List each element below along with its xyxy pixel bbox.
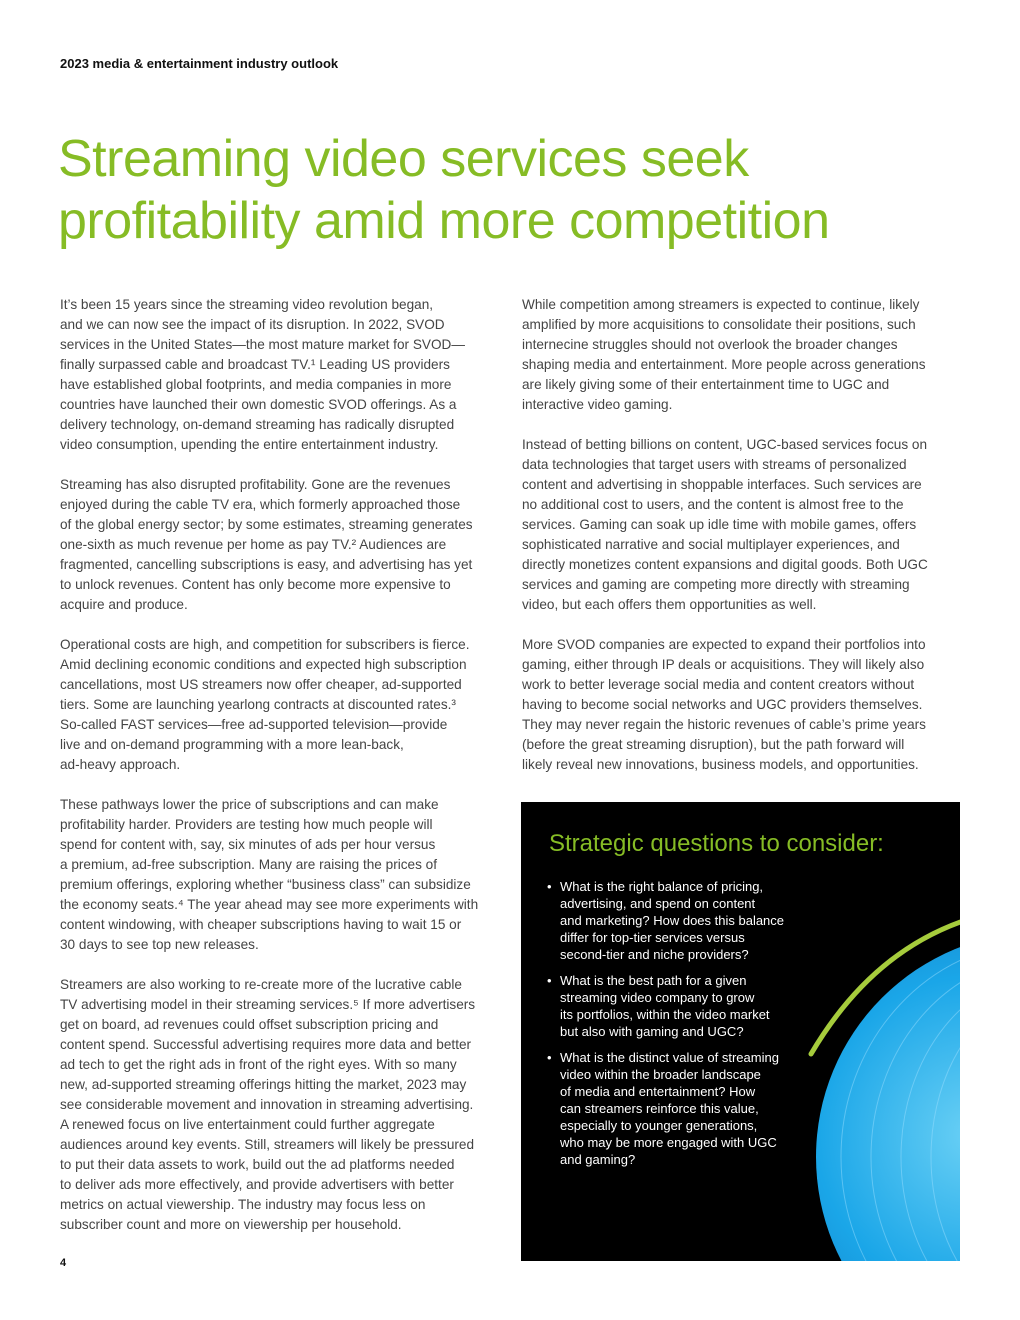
text-line: content windowing, with cheaper subscriptions having to wait 15 or	[60, 917, 462, 932]
text-line: a premium, ad-free subscription. Many are raising the prices of	[60, 857, 438, 872]
text-line: profitability harder. Providers are testing how much people will	[60, 817, 433, 832]
text-line: services. Gaming can soak up idle time with mobile games, offers	[522, 517, 917, 532]
text-line: live and on-demand programming with a more lean-back,	[60, 737, 404, 752]
text-line: differ for top-tier services versus	[560, 930, 745, 945]
text-line: services and gaming are competing more directly with streaming	[522, 577, 910, 592]
text-line: (before the great streaming disruption), but the path forward will	[522, 737, 905, 752]
text-line: and we can now see the impact of its disruption. In 2022, SVOD	[60, 317, 445, 332]
text-line: subscriber count and more on viewership per household.	[60, 1217, 402, 1232]
text-line: • What is the right balance of pricing,	[560, 879, 764, 894]
text-line: They may never regain the historic revenues of cable’s prime years	[522, 717, 926, 732]
title-line: profitability amid more competition	[58, 192, 830, 250]
text-line: shaping media and entertainment. More people across generations	[522, 357, 926, 372]
text-line: delivery technology, on-demand streaming has radically disrupted	[60, 417, 455, 432]
text-line: streaming video company to grow	[560, 990, 755, 1005]
text-line: of the global energy sector; by some estimates, streaming generates	[60, 517, 473, 532]
paragraph	[60, 295, 510, 455]
text-line: cancellations, most US streamers now offer cheaper, ad-supported	[60, 677, 462, 692]
text-line: especially to younger generations,	[560, 1118, 758, 1133]
text-line: gaming, either through IP deals or acquisitions. They will likely also	[522, 657, 925, 672]
paragraph	[60, 975, 510, 1235]
questions-list	[547, 878, 784, 1177]
text-line: These pathways lower the price of subscriptions and can make	[60, 797, 439, 812]
text-line: video within the broader landscape	[560, 1067, 761, 1082]
globe-shape	[816, 932, 960, 1261]
question-item	[547, 878, 784, 963]
text-line: sophisticated narrative and social multiplayer experiences, and	[522, 537, 900, 552]
text-line: no additional cost to users, and the content is almost free to the	[522, 497, 904, 512]
body-column-right	[522, 295, 962, 795]
text-line: who may be more engaged with UGC	[560, 1135, 777, 1150]
text-line: have established global footprints, and media companies in more	[60, 377, 452, 392]
text-line: data technologies that target users with streams of personalized	[522, 457, 907, 472]
text-line: the economy seats.⁴ The year ahead may see more experiments with	[60, 897, 479, 912]
text-line: content and advertising in shoppable interfaces. Such services are	[522, 477, 922, 492]
text-line: • What is the best path for a given	[560, 973, 747, 988]
text-line: ad-heavy approach.	[60, 757, 181, 772]
text-line: of media and entertainment? How	[560, 1084, 756, 1099]
strategic-questions-callout	[521, 802, 960, 1261]
text-line: to put their data assets to work, build out the ad platforms needed	[60, 1157, 455, 1172]
text-line: finally surpassed cable and broadcast TV.¹ Leading US providers	[60, 357, 450, 372]
paragraph	[522, 635, 962, 775]
text-line: spend for content with, say, six minutes of ads per hour versus	[60, 837, 436, 852]
text-line: services in the United States—the most mature market for SVOD—	[60, 337, 465, 352]
page-title	[58, 128, 830, 252]
text-line: can streamers reinforce this value,	[560, 1101, 759, 1116]
text-line: premium offerings, exploring whether “business class” can subsidize	[60, 877, 471, 892]
text-line: ad tech to get the right ads in front of the right eyes. With so many	[60, 1057, 457, 1072]
text-line: So-called FAST services—free ad-supported television—provide	[60, 717, 448, 732]
text-line: and marketing? How does this balance	[560, 913, 785, 928]
text-line: interactive video gaming.	[522, 397, 673, 412]
text-line: likely reveal new innovations, business models, and opportunities.	[522, 757, 919, 772]
question-item	[547, 972, 784, 1040]
text-line: second-tier and niche providers?	[560, 947, 749, 962]
text-line: Operational costs are high, and competition for subscribers is fierce.	[60, 637, 470, 652]
text-line: 30 days to see top new releases.	[60, 937, 259, 952]
text-line: A renewed focus on live entertainment could further aggregate	[60, 1117, 435, 1132]
text-line: amplified by more acquisitions to consolidate their positions, such	[522, 317, 916, 332]
text-line: metrics on actual viewership. The industry may focus less on	[60, 1197, 426, 1212]
paragraph	[60, 635, 510, 775]
paragraph	[60, 475, 510, 615]
text-line: its portfolios, within the video market	[560, 1007, 770, 1022]
text-line: work to better leverage social media and content creators without	[522, 677, 915, 692]
text-line: new, ad-supported streaming offerings hitting the market, 2023 may	[60, 1077, 467, 1092]
text-line: to unlock revenues. Content has only become more expensive to	[60, 577, 451, 592]
text-line: to deliver ads more effectively, and provide advertisers with better	[60, 1177, 454, 1192]
text-line: countries have launched their own domestic SVOD offerings. As a	[60, 397, 457, 412]
text-line: More SVOD companies are expected to expand their portfolios into	[522, 637, 926, 652]
text-line: tiers. Some are launching yearlong contracts at discounted rates.³	[60, 697, 456, 712]
text-line: video consumption, upending the entire entertainment industry.	[60, 437, 439, 452]
text-line: • What is the distinct value of streaming	[560, 1050, 779, 1065]
paragraph	[60, 795, 510, 955]
text-line: video, but each offers them opportunities as well.	[522, 597, 817, 612]
page-number: 4	[60, 1257, 67, 1269]
body-column-left	[60, 295, 510, 1255]
question-item	[547, 1049, 784, 1168]
text-line: Amid declining economic conditions and expected high subscription	[60, 657, 467, 672]
text-line: internecine struggles should not overlook the broader changes	[522, 337, 898, 352]
text-line: Streaming has also disrupted profitability. Gone are the revenues	[60, 477, 451, 492]
text-line: and gaming?	[560, 1152, 636, 1167]
paragraph	[522, 435, 962, 615]
text-line: content spend. Successful advertising requires more data and better	[60, 1037, 472, 1052]
text-line: having to become social networks and UGC providers themselves.	[522, 697, 923, 712]
text-line: directly monetizes content expansions and digital goods. Both UGC	[522, 557, 928, 572]
text-line: advertising, and spend on content	[560, 896, 756, 911]
text-line: get on board, ad revenues could offset subscription pricing and	[60, 1017, 439, 1032]
running-header: 2023 media & entertainment industry outlook	[60, 56, 339, 71]
text-line: see considerable movement and innovation in streaming advertising.	[60, 1097, 474, 1112]
text-line: fragmented, cancelling subscriptions is easy, and advertising has yet	[60, 557, 473, 572]
text-line: Streamers are also working to re-create more of the lucrative cable	[60, 977, 462, 992]
title-line: Streaming video services seek	[58, 130, 749, 188]
text-line: TV advertising model in their streaming services.⁵ If more advertisers	[60, 997, 476, 1012]
callout-title: Strategic questions to consider:	[549, 830, 884, 857]
text-line: one-sixth as much revenue per home as pay TV.² Audiences are	[60, 537, 447, 552]
text-line: Instead of betting billions on content, UGC-based services focus on	[522, 437, 928, 452]
text-line: It’s been 15 years since the streaming video revolution began,	[60, 297, 434, 312]
paragraph	[522, 295, 962, 415]
text-line: acquire and produce.	[60, 597, 188, 612]
text-line: are likely giving some of their entertainment time to UGC and	[522, 377, 890, 392]
text-line: audiences around key events. Still, streamers will likely be pressured	[60, 1137, 475, 1152]
text-line: While competition among streamers is expected to continue, likely	[522, 297, 920, 312]
text-line: but also with gaming and UGC?	[560, 1024, 744, 1039]
text-line: enjoyed during the cable TV era, which formerly approached those	[60, 497, 461, 512]
